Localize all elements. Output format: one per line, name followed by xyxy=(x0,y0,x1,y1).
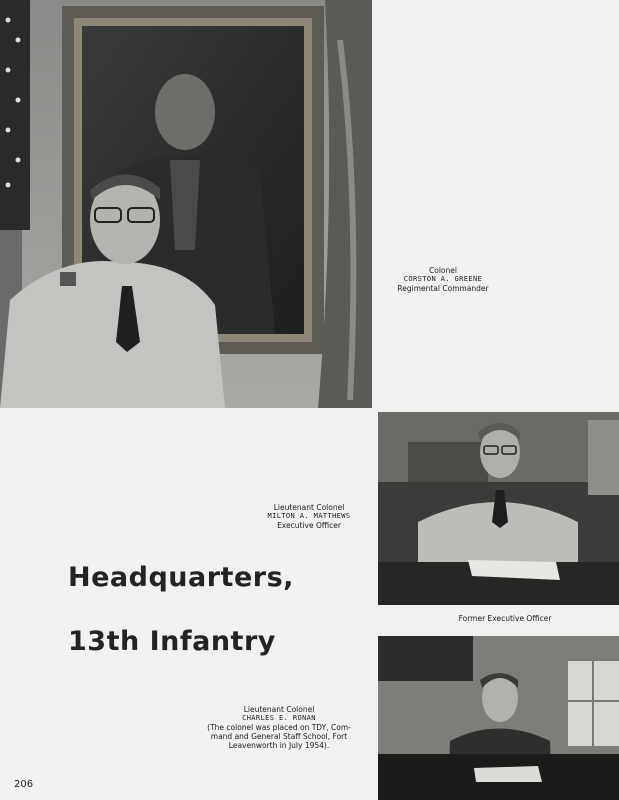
page-title-line-1: Headquarters, xyxy=(68,562,294,593)
former-executive-note-1: (The colonel was placed on TDY, Com- xyxy=(207,723,351,732)
executive-name: MILTON A. MATTHEWS xyxy=(267,512,351,520)
executive-title: Executive Officer xyxy=(277,521,341,530)
executive-officer-photo xyxy=(378,412,619,605)
former-executive-note-3: Leavenworth in July 1954). xyxy=(228,741,330,750)
former-executive-note-2: mand and General Staff School, Fort xyxy=(210,732,348,741)
commander-title: Regimental Commander xyxy=(397,284,489,293)
commander-caption xyxy=(388,266,498,293)
former-executive-rank: Lieutenant Colonel xyxy=(243,705,315,714)
executive-caption xyxy=(255,503,363,530)
page-number: 206 xyxy=(14,779,34,790)
former-executive-caption xyxy=(188,705,370,750)
former-executive-officer-photo xyxy=(378,636,619,800)
commander-name: CORSTON A. GREENE xyxy=(403,275,483,283)
executive-rank: Lieutenant Colonel xyxy=(273,503,345,512)
commander-rank: Colonel xyxy=(429,266,457,275)
page-title-line-2: 13th Infantry xyxy=(68,626,276,657)
former-executive-label: Former Executive Officer xyxy=(458,614,552,623)
former-executive-name: CHARLES E. RONAN xyxy=(242,714,316,722)
commander-photo xyxy=(0,0,372,408)
